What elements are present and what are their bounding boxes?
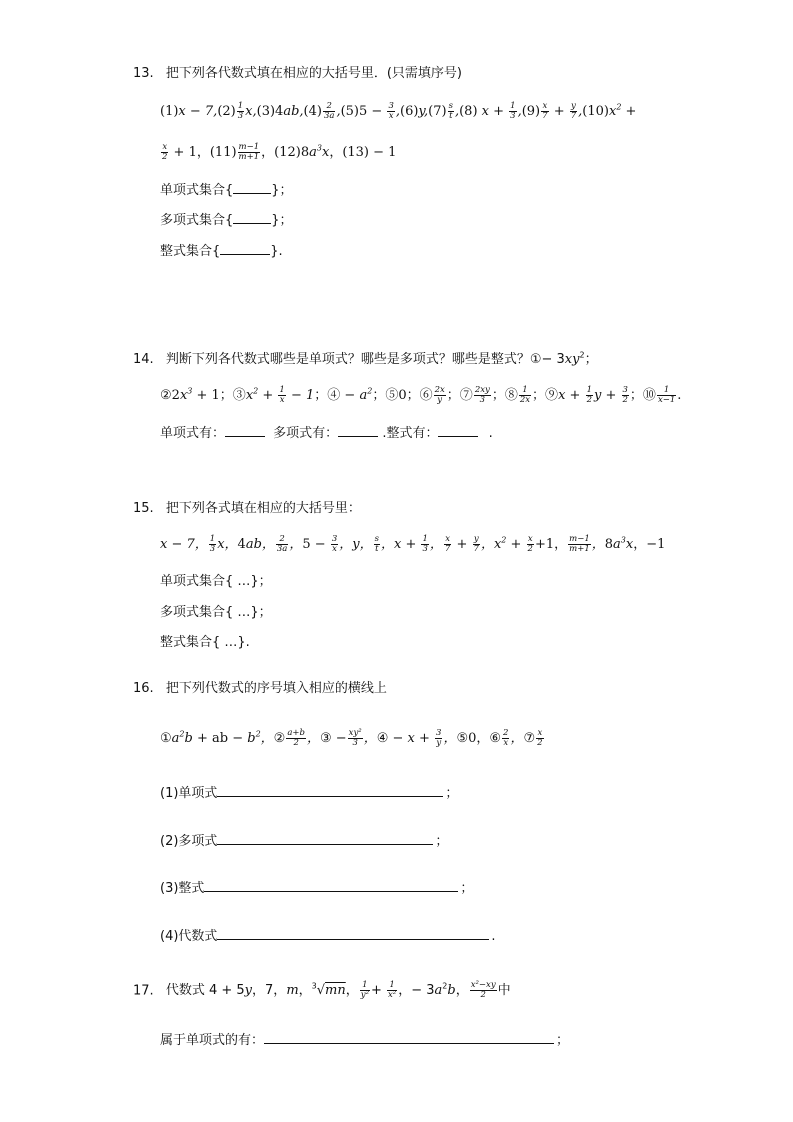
answer-label: (4)代数式 bbox=[160, 929, 218, 944]
question-15-header bbox=[133, 499, 361, 519]
label-polynomial: 多项式有： bbox=[273, 426, 339, 441]
q14-answer-line bbox=[160, 424, 493, 444]
answer-blank[interactable] bbox=[217, 832, 433, 845]
q16-expression-line: $①a^2b$ + ab − $b^2$，② $\frac{a+b}{2}$ ，③ − $\frac{\text{xy²}}{3}$ ，④ − x + $\frac{3}{y}$ ，⑤0，⑥ $\frac{2}{x}$ ，⑦ $\frac{x}{2}$ bbox=[160, 728, 543, 748]
answer-label: 属于单项式的有： bbox=[160, 1033, 265, 1048]
question-13-header bbox=[133, 64, 462, 84]
q16-answer-integral bbox=[160, 879, 473, 899]
question-title: 把下列各代数式填在相应的大括号里．(只需填序号) bbox=[165, 66, 462, 81]
q17-answer-monomial bbox=[160, 1031, 569, 1051]
q15-integral-set: 整式集合{ …}. bbox=[160, 635, 250, 650]
end-mark: . bbox=[491, 929, 496, 944]
answer-blank[interactable] bbox=[204, 879, 458, 892]
question-14-header bbox=[133, 350, 598, 370]
answer-label: (1)单项式 bbox=[160, 786, 218, 801]
set-label: 单项式集合{ bbox=[160, 183, 234, 198]
answer-label: (3)整式 bbox=[160, 881, 205, 896]
q13-polynomial-set bbox=[160, 211, 293, 231]
set-close: }； bbox=[271, 183, 293, 198]
answer-blank[interactable] bbox=[233, 211, 271, 224]
set-label: 多项式集合{ bbox=[160, 213, 234, 228]
end-mark: ； bbox=[445, 786, 459, 801]
question-title: 判断下列各代数式哪些是单项式？哪些是多项式？哪些是整式？①− $3xy^2$； bbox=[165, 350, 598, 367]
question-title: 代数式 4 + 5y，7，m，$^3$√mn， $\frac{1}{\text{y²}}$ + $\frac{1}{\text{x²}}$ ，− $3a^2b$， $\frac{\text{x²−xy}}{2}$ 中 bbox=[165, 980, 511, 1001]
answer-blank[interactable] bbox=[233, 181, 271, 194]
answer-blank[interactable] bbox=[217, 927, 489, 940]
answer-blank[interactable] bbox=[220, 242, 270, 255]
q16-answer-monomial bbox=[160, 784, 458, 804]
q16-answer-polynomial bbox=[160, 832, 448, 852]
answer-blank[interactable] bbox=[217, 784, 443, 797]
answer-blank[interactable] bbox=[438, 424, 478, 437]
q14-expression-line: $②2x^3 + 1$；$③x^2$ + $\frac{1}{x}$ − 1；④ − $a^2$；⑤0；⑥ $\frac{2x}{y}$ ；⑦ $\frac{2xy}{3}$ ；⑧ $\frac{1}{2x}$ ；⑨x + $\frac{1}{2}$ y + $\frac{3}{2}$ ；⑩ $\frac{1}{x-1}$ . bbox=[160, 385, 682, 405]
answer-blank[interactable] bbox=[264, 1031, 554, 1044]
set-label: 整式集合{ bbox=[160, 244, 221, 259]
answer-blank[interactable] bbox=[338, 424, 378, 437]
end-mark: ； bbox=[556, 1033, 570, 1048]
question-number: 16. bbox=[133, 681, 154, 696]
question-number: 15. bbox=[133, 501, 154, 516]
q15-polynomial-set: 多项式集合{ …}； bbox=[160, 605, 272, 620]
q13-expression-line-1: (1)x − 7,(2) $\frac{1}{3}$ x,(3)4ab,(4) $\frac{2}{3a}$ ,(5)5 − $\frac{3}{x}$ ,(6)y,(7) $\frac{s}{t}$ ,(8) x + $\frac{1}{3}$ ,(9) $\frac{x}{7}$ + $\frac{y}{7}$ $,(10)x^2$ + bbox=[160, 101, 637, 121]
q13-expression-line-2: $\frac{x}{2}$ + 1，(11) $\frac{m-1}{m+1}$ ，$(12)8a^3x$，(13) − 1 bbox=[162, 142, 397, 162]
title-suffix: 中 bbox=[497, 983, 511, 999]
answer-label: (2)多项式 bbox=[160, 834, 218, 849]
question-title: 把下列各式填在相应的大括号里： bbox=[165, 501, 361, 516]
label-monomial: 单项式有： bbox=[160, 426, 226, 441]
q13-integral-set bbox=[160, 242, 283, 262]
q15-expression-line: x − 7， $\frac{1}{3}$ x，4ab， $\frac{2}{3a}$ ，5 − $\frac{3}{x}$ ，y， $\frac{s}{t}$ ，x + $\frac{1}{3}$ ， $\frac{x}{7}$ + $\frac{y}{7}$ ，$x^2$ + $\frac{x}{2}$ +1， $\frac{m-1}{m+1}$ ，$8a^3x$，−1 bbox=[160, 534, 666, 554]
question-number: 17. bbox=[133, 983, 154, 999]
question-number: 13. bbox=[133, 66, 154, 81]
end-mark: ； bbox=[435, 834, 449, 849]
answer-blank[interactable] bbox=[225, 424, 265, 437]
question-16-header bbox=[133, 679, 387, 699]
end-period: . bbox=[488, 426, 493, 441]
q15-monomial-set: 单项式集合{ …}； bbox=[160, 574, 272, 589]
set-close: }； bbox=[271, 213, 293, 228]
q13-monomial-set bbox=[160, 181, 293, 201]
q16-answer-algebraic bbox=[160, 927, 496, 947]
set-close: }. bbox=[270, 244, 283, 259]
question-17-header bbox=[133, 977, 511, 1001]
question-title: 把下列代数式的序号填入相应的横线上 bbox=[165, 681, 387, 696]
end-mark: ； bbox=[460, 881, 474, 896]
label-integral: .整式有： bbox=[382, 426, 439, 441]
question-number: 14. bbox=[133, 352, 154, 367]
